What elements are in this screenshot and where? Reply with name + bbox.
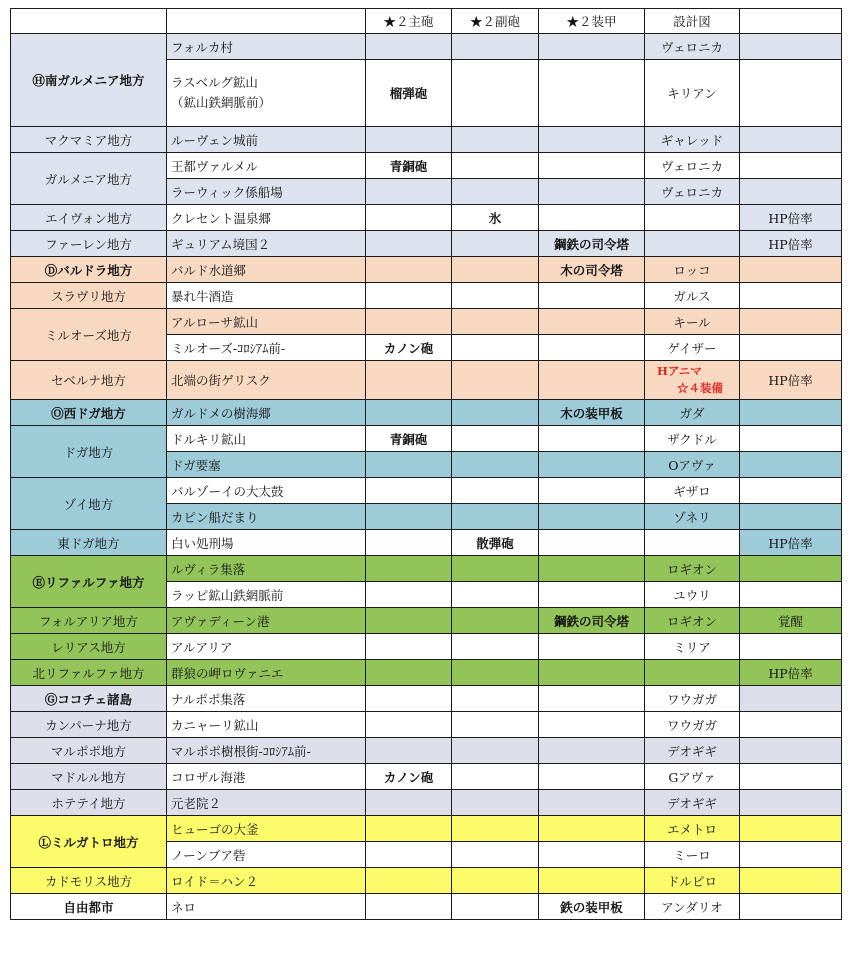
extra-cell: [740, 34, 842, 60]
main-gun-cell: [366, 712, 452, 738]
table-row: [11, 283, 842, 309]
sub-gun-cell: [452, 634, 539, 660]
blueprint-cell: ロギオン: [645, 556, 740, 582]
sub-gun-cell: [452, 816, 539, 842]
main-gun-cell: [366, 608, 452, 634]
table-row: [11, 257, 842, 283]
header-location: [167, 9, 366, 34]
blueprint-cell: ドルピロ: [645, 868, 740, 894]
region-cell: マクマミア地方: [11, 127, 167, 153]
blueprint-cell: ロッコ: [645, 257, 740, 283]
sub-gun-cell: [452, 361, 539, 400]
table-row: [11, 426, 842, 452]
sub-gun-cell: [452, 335, 539, 361]
extra-cell: [740, 686, 842, 712]
blueprint-cell: Oアヴァ: [645, 452, 740, 478]
extra-cell: [740, 426, 842, 452]
blueprint-cell: [645, 205, 740, 231]
main-gun-cell: [366, 868, 452, 894]
location-cell: ロイド＝ハン２: [167, 868, 366, 894]
blueprint-cell: ガルス: [645, 283, 740, 309]
location-line1: ラスベルグ鉱山: [171, 75, 258, 90]
extra-cell: HP倍率: [740, 205, 842, 231]
region-cell: Ⓗ南ガルメニア地方: [11, 34, 167, 127]
region-cell: ゾイ地方: [11, 478, 167, 530]
header-main-gun: ★２主砲: [366, 9, 452, 34]
location-cell: ガルドメの樹海郷: [167, 400, 366, 426]
main-gun-cell: [366, 361, 452, 400]
table-row: [11, 127, 842, 153]
extra-cell: [740, 153, 842, 179]
armor-cell: [539, 816, 645, 842]
blueprint-cell: キール: [645, 309, 740, 335]
blueprint-cell: ヴェロニカ: [645, 34, 740, 60]
sub-gun-cell: [452, 660, 539, 686]
extra-cell: [740, 504, 842, 530]
table-row: [11, 634, 842, 660]
location-cell: 白い処刑場: [167, 530, 366, 556]
blueprint-cell: キリアン: [645, 60, 740, 127]
main-gun-cell: [366, 309, 452, 335]
region-cell: カドモリス地方: [11, 868, 167, 894]
location-cell: 暴れ牛酒造: [167, 283, 366, 309]
location-cell: カニャーリ鉱山: [167, 712, 366, 738]
blueprint-cell: ガダ: [645, 400, 740, 426]
blueprint-cell: ゲイザー: [645, 335, 740, 361]
sub-gun-cell: [452, 868, 539, 894]
table-row: [11, 608, 842, 634]
blueprint-cell: [645, 660, 740, 686]
armor-cell: [539, 179, 645, 205]
region-cell: 自由都市: [11, 894, 167, 920]
table-row: [11, 309, 842, 335]
armor-cell: [539, 634, 645, 660]
armor-cell: [539, 60, 645, 127]
location-cell: フォルカ村: [167, 34, 366, 60]
location-cell: バルゾーイの大太鼓: [167, 478, 366, 504]
main-gun-cell: 青銅砲: [366, 153, 452, 179]
armor-cell: [539, 504, 645, 530]
table-row: [11, 478, 842, 504]
region-cell: Ⓞ西ドガ地方: [11, 400, 167, 426]
sub-gun-cell: [452, 60, 539, 127]
sub-gun-cell: [452, 842, 539, 868]
region-cell: スラヴリ地方: [11, 283, 167, 309]
table-row: [11, 660, 842, 686]
extra-cell: [740, 283, 842, 309]
location-cell: 元老院２: [167, 790, 366, 816]
extra-cell: [740, 478, 842, 504]
region-cell: フォルアリア地方: [11, 608, 167, 634]
location-cell: ラーウィック係船場: [167, 179, 366, 205]
main-gun-cell: カノン砲: [366, 335, 452, 361]
main-gun-cell: [366, 231, 452, 257]
blueprint-cell: ミリア: [645, 634, 740, 660]
extra-cell: [740, 712, 842, 738]
blueprint-cell: エメトロ: [645, 816, 740, 842]
location-cell: バルド水道郷: [167, 257, 366, 283]
table-row: [11, 868, 842, 894]
blueprint-cell: [645, 361, 740, 400]
main-gun-cell: [366, 556, 452, 582]
armor-cell: 木の司令塔: [539, 257, 645, 283]
extra-cell: HP倍率: [740, 660, 842, 686]
main-gun-cell: [366, 582, 452, 608]
blueprint-cell: ワウガガ: [645, 686, 740, 712]
armor-cell: [539, 361, 645, 400]
main-gun-cell: [366, 283, 452, 309]
region-cell: カンパーナ地方: [11, 712, 167, 738]
region-cell: セベルナ地方: [11, 361, 167, 400]
sub-gun-cell: [452, 283, 539, 309]
main-gun-cell: [366, 205, 452, 231]
region-cell: エイヴォン地方: [11, 205, 167, 231]
extra-cell: [740, 764, 842, 790]
sub-gun-cell: [452, 712, 539, 738]
extra-cell: [740, 452, 842, 478]
main-gun-cell: [366, 34, 452, 60]
extra-cell: [740, 868, 842, 894]
location-cell: ネロ: [167, 894, 366, 920]
sub-gun-cell: [452, 400, 539, 426]
sub-gun-cell: [452, 452, 539, 478]
armor-cell: [539, 738, 645, 764]
sub-gun-cell: [452, 582, 539, 608]
armor-cell: [539, 335, 645, 361]
armor-cell: 鉄の装甲板: [539, 894, 645, 920]
main-gun-cell: カノン砲: [366, 764, 452, 790]
table-row: [11, 530, 842, 556]
location-cell: 群狼の岬ロヴァニエ: [167, 660, 366, 686]
main-gun-cell: [366, 400, 452, 426]
blueprint-cell: ヴェロニカ: [645, 153, 740, 179]
sub-gun-cell: [452, 504, 539, 530]
region-cell: Ⓔリファルファ地方: [11, 556, 167, 608]
table-row: [11, 205, 842, 231]
blueprint-cell: ユウリ: [645, 582, 740, 608]
main-gun-cell: [366, 127, 452, 153]
armor-cell: [539, 127, 645, 153]
location-cell: ラッピ鉱山鉄網脈前: [167, 582, 366, 608]
armor-cell: 鋼鉄の司令塔: [539, 231, 645, 257]
main-gun-cell: [366, 842, 452, 868]
location-cell: ナルポポ集落: [167, 686, 366, 712]
blueprint-cell: ヴェロニカ: [645, 179, 740, 205]
blueprint-cell: アンダリオ: [645, 894, 740, 920]
region-cell: Ⓛミルガトロ地方: [11, 816, 167, 868]
main-gun-cell: [366, 530, 452, 556]
armor-cell: [539, 660, 645, 686]
armor-cell: 木の装甲板: [539, 400, 645, 426]
location-cell: ヒューゴの大釜: [167, 816, 366, 842]
sub-gun-cell: [452, 478, 539, 504]
location-cell: [167, 60, 366, 127]
location-cell: アヴァディーン港: [167, 608, 366, 634]
sub-gun-cell: [452, 738, 539, 764]
main-gun-cell: [366, 660, 452, 686]
location-cell: クレセント温泉郷: [167, 205, 366, 231]
location-cell: アルローサ鉱山: [167, 309, 366, 335]
extra-cell: [740, 634, 842, 660]
extra-cell: [740, 816, 842, 842]
armor-cell: [539, 205, 645, 231]
sub-gun-cell: [452, 608, 539, 634]
location-cell: ギュリアム境国２: [167, 231, 366, 257]
blueprint-cell: ザクドル: [645, 426, 740, 452]
extra-cell: HP倍率: [740, 530, 842, 556]
location-cell: ミルオーズ-ｺﾛｼｱﾑ前-: [167, 335, 366, 361]
region-cell: 北リファルファ地方: [11, 660, 167, 686]
blueprint-cell: ミーロ: [645, 842, 740, 868]
location-cell: ノーンブア砦: [167, 842, 366, 868]
main-gun-cell: [366, 257, 452, 283]
location-cell: 王都ヴァルメル: [167, 153, 366, 179]
blueprint-cell: ギザロ: [645, 478, 740, 504]
location-cell: ルヴィラ集落: [167, 556, 366, 582]
header-blueprint: 設計図: [645, 9, 740, 34]
main-gun-cell: [366, 634, 452, 660]
table-row: [11, 153, 842, 179]
extra-cell: [740, 127, 842, 153]
sub-gun-cell: [452, 153, 539, 179]
armor-cell: [539, 790, 645, 816]
extra-cell: [740, 790, 842, 816]
location-cell: アルアリア: [167, 634, 366, 660]
armor-cell: [539, 764, 645, 790]
blueprint-cell: Gアヴァ: [645, 764, 740, 790]
main-gun-cell: [366, 504, 452, 530]
sub-gun-cell: [452, 231, 539, 257]
region-cell: ドガ地方: [11, 426, 167, 478]
armor-cell: [539, 452, 645, 478]
region-cell: レリアス地方: [11, 634, 167, 660]
header-region: [11, 9, 167, 34]
main-gun-cell: [366, 816, 452, 842]
table-row: [11, 712, 842, 738]
location-cell: ドガ要塞: [167, 452, 366, 478]
main-gun-cell: [366, 686, 452, 712]
armor-cell: [539, 842, 645, 868]
sub-gun-cell: [452, 34, 539, 60]
region-cell: ホテテイ地方: [11, 790, 167, 816]
table-row: [11, 764, 842, 790]
sub-gun-cell: [452, 686, 539, 712]
blueprint-cell: ギャレッド: [645, 127, 740, 153]
region-cell: ファーレン地方: [11, 231, 167, 257]
armor-cell: [539, 309, 645, 335]
blueprint-cell: デオギギ: [645, 738, 740, 764]
blueprint-cell: ワウガガ: [645, 712, 740, 738]
blueprint-cell: デオギギ: [645, 790, 740, 816]
main-gun-cell: [366, 478, 452, 504]
armor-cell: [539, 582, 645, 608]
header-row: [11, 9, 842, 34]
table-row: [11, 738, 842, 764]
extra-cell: [740, 556, 842, 582]
main-gun-cell: [366, 738, 452, 764]
table-row: [11, 816, 842, 842]
extra-cell: HP倍率: [740, 361, 842, 400]
main-gun-cell: [366, 452, 452, 478]
header-armor: ★２装甲: [539, 9, 645, 34]
extra-cell: HP倍率: [740, 231, 842, 257]
header-extra: [740, 9, 842, 34]
extra-cell: [740, 738, 842, 764]
table-row: [11, 400, 842, 426]
location-cell: コロザル海港: [167, 764, 366, 790]
main-gun-cell: [366, 894, 452, 920]
extra-cell: [740, 60, 842, 127]
extra-cell: [740, 179, 842, 205]
region-cell: 東ドガ地方: [11, 530, 167, 556]
sub-gun-cell: [452, 127, 539, 153]
armor-cell: [539, 34, 645, 60]
table-row: [11, 790, 842, 816]
region-cell: ミルオーズ地方: [11, 309, 167, 361]
blueprint-cell: [645, 231, 740, 257]
main-gun-cell: [366, 179, 452, 205]
main-gun-cell: 榴弾砲: [366, 60, 452, 127]
armor-cell: [539, 426, 645, 452]
sub-gun-cell: [452, 179, 539, 205]
extra-cell: [740, 894, 842, 920]
sub-gun-cell: [452, 257, 539, 283]
location-line2: （鉱山鉄網脈前）: [171, 95, 272, 110]
table-row: [11, 231, 842, 257]
sub-gun-cell: [452, 894, 539, 920]
region-cell: Ⓖココチェ諸島: [11, 686, 167, 712]
sub-gun-cell: [452, 426, 539, 452]
sub-gun-cell: [452, 309, 539, 335]
extra-cell: [740, 309, 842, 335]
table-row: [11, 556, 842, 582]
location-cell: ルーヴェン城前: [167, 127, 366, 153]
blueprint-line1: Hアニマ: [657, 363, 702, 378]
armor-cell: 鋼鉄の司令塔: [539, 608, 645, 634]
region-cell: マルポポ地方: [11, 738, 167, 764]
armor-cell: [539, 712, 645, 738]
extra-cell: [740, 400, 842, 426]
armor-cell: [539, 686, 645, 712]
armor-cell: [539, 556, 645, 582]
region-cell: マドルル地方: [11, 764, 167, 790]
armor-cell: [539, 478, 645, 504]
blueprint-cell: ゾネリ: [645, 504, 740, 530]
sub-gun-cell: 氷: [452, 205, 539, 231]
extra-cell: [740, 582, 842, 608]
location-cell: 北端の街ゲリスク: [167, 361, 366, 400]
sub-gun-cell: [452, 790, 539, 816]
blueprint-line2: ☆４装備: [677, 381, 723, 395]
table-row: [11, 686, 842, 712]
location-cell: ドルキリ鉱山: [167, 426, 366, 452]
main-gun-cell: [366, 790, 452, 816]
sub-gun-cell: [452, 556, 539, 582]
extra-cell: [740, 335, 842, 361]
armor-cell: [539, 153, 645, 179]
location-cell: カピン船だまり: [167, 504, 366, 530]
armor-cell: [539, 868, 645, 894]
blueprint-cell: ロギオン: [645, 608, 740, 634]
table-row: [11, 894, 842, 920]
armor-cell: [539, 530, 645, 556]
main-gun-cell: 青銅砲: [366, 426, 452, 452]
table-row: [11, 361, 842, 400]
sub-gun-cell: 散弾砲: [452, 530, 539, 556]
region-cell: ガルメニア地方: [11, 153, 167, 205]
region-equipment-table: [10, 8, 842, 920]
sub-gun-cell: [452, 764, 539, 790]
blueprint-cell: [645, 530, 740, 556]
armor-cell: [539, 283, 645, 309]
region-cell: Ⓓバルドラ地方: [11, 257, 167, 283]
table-row: [11, 34, 842, 60]
extra-cell: [740, 257, 842, 283]
location-cell: マルポポ樹根街-ｺﾛｼｱﾑ前-: [167, 738, 366, 764]
extra-cell: [740, 842, 842, 868]
extra-cell: 覚醒: [740, 608, 842, 634]
header-sub-gun: ★２副砲: [452, 9, 539, 34]
